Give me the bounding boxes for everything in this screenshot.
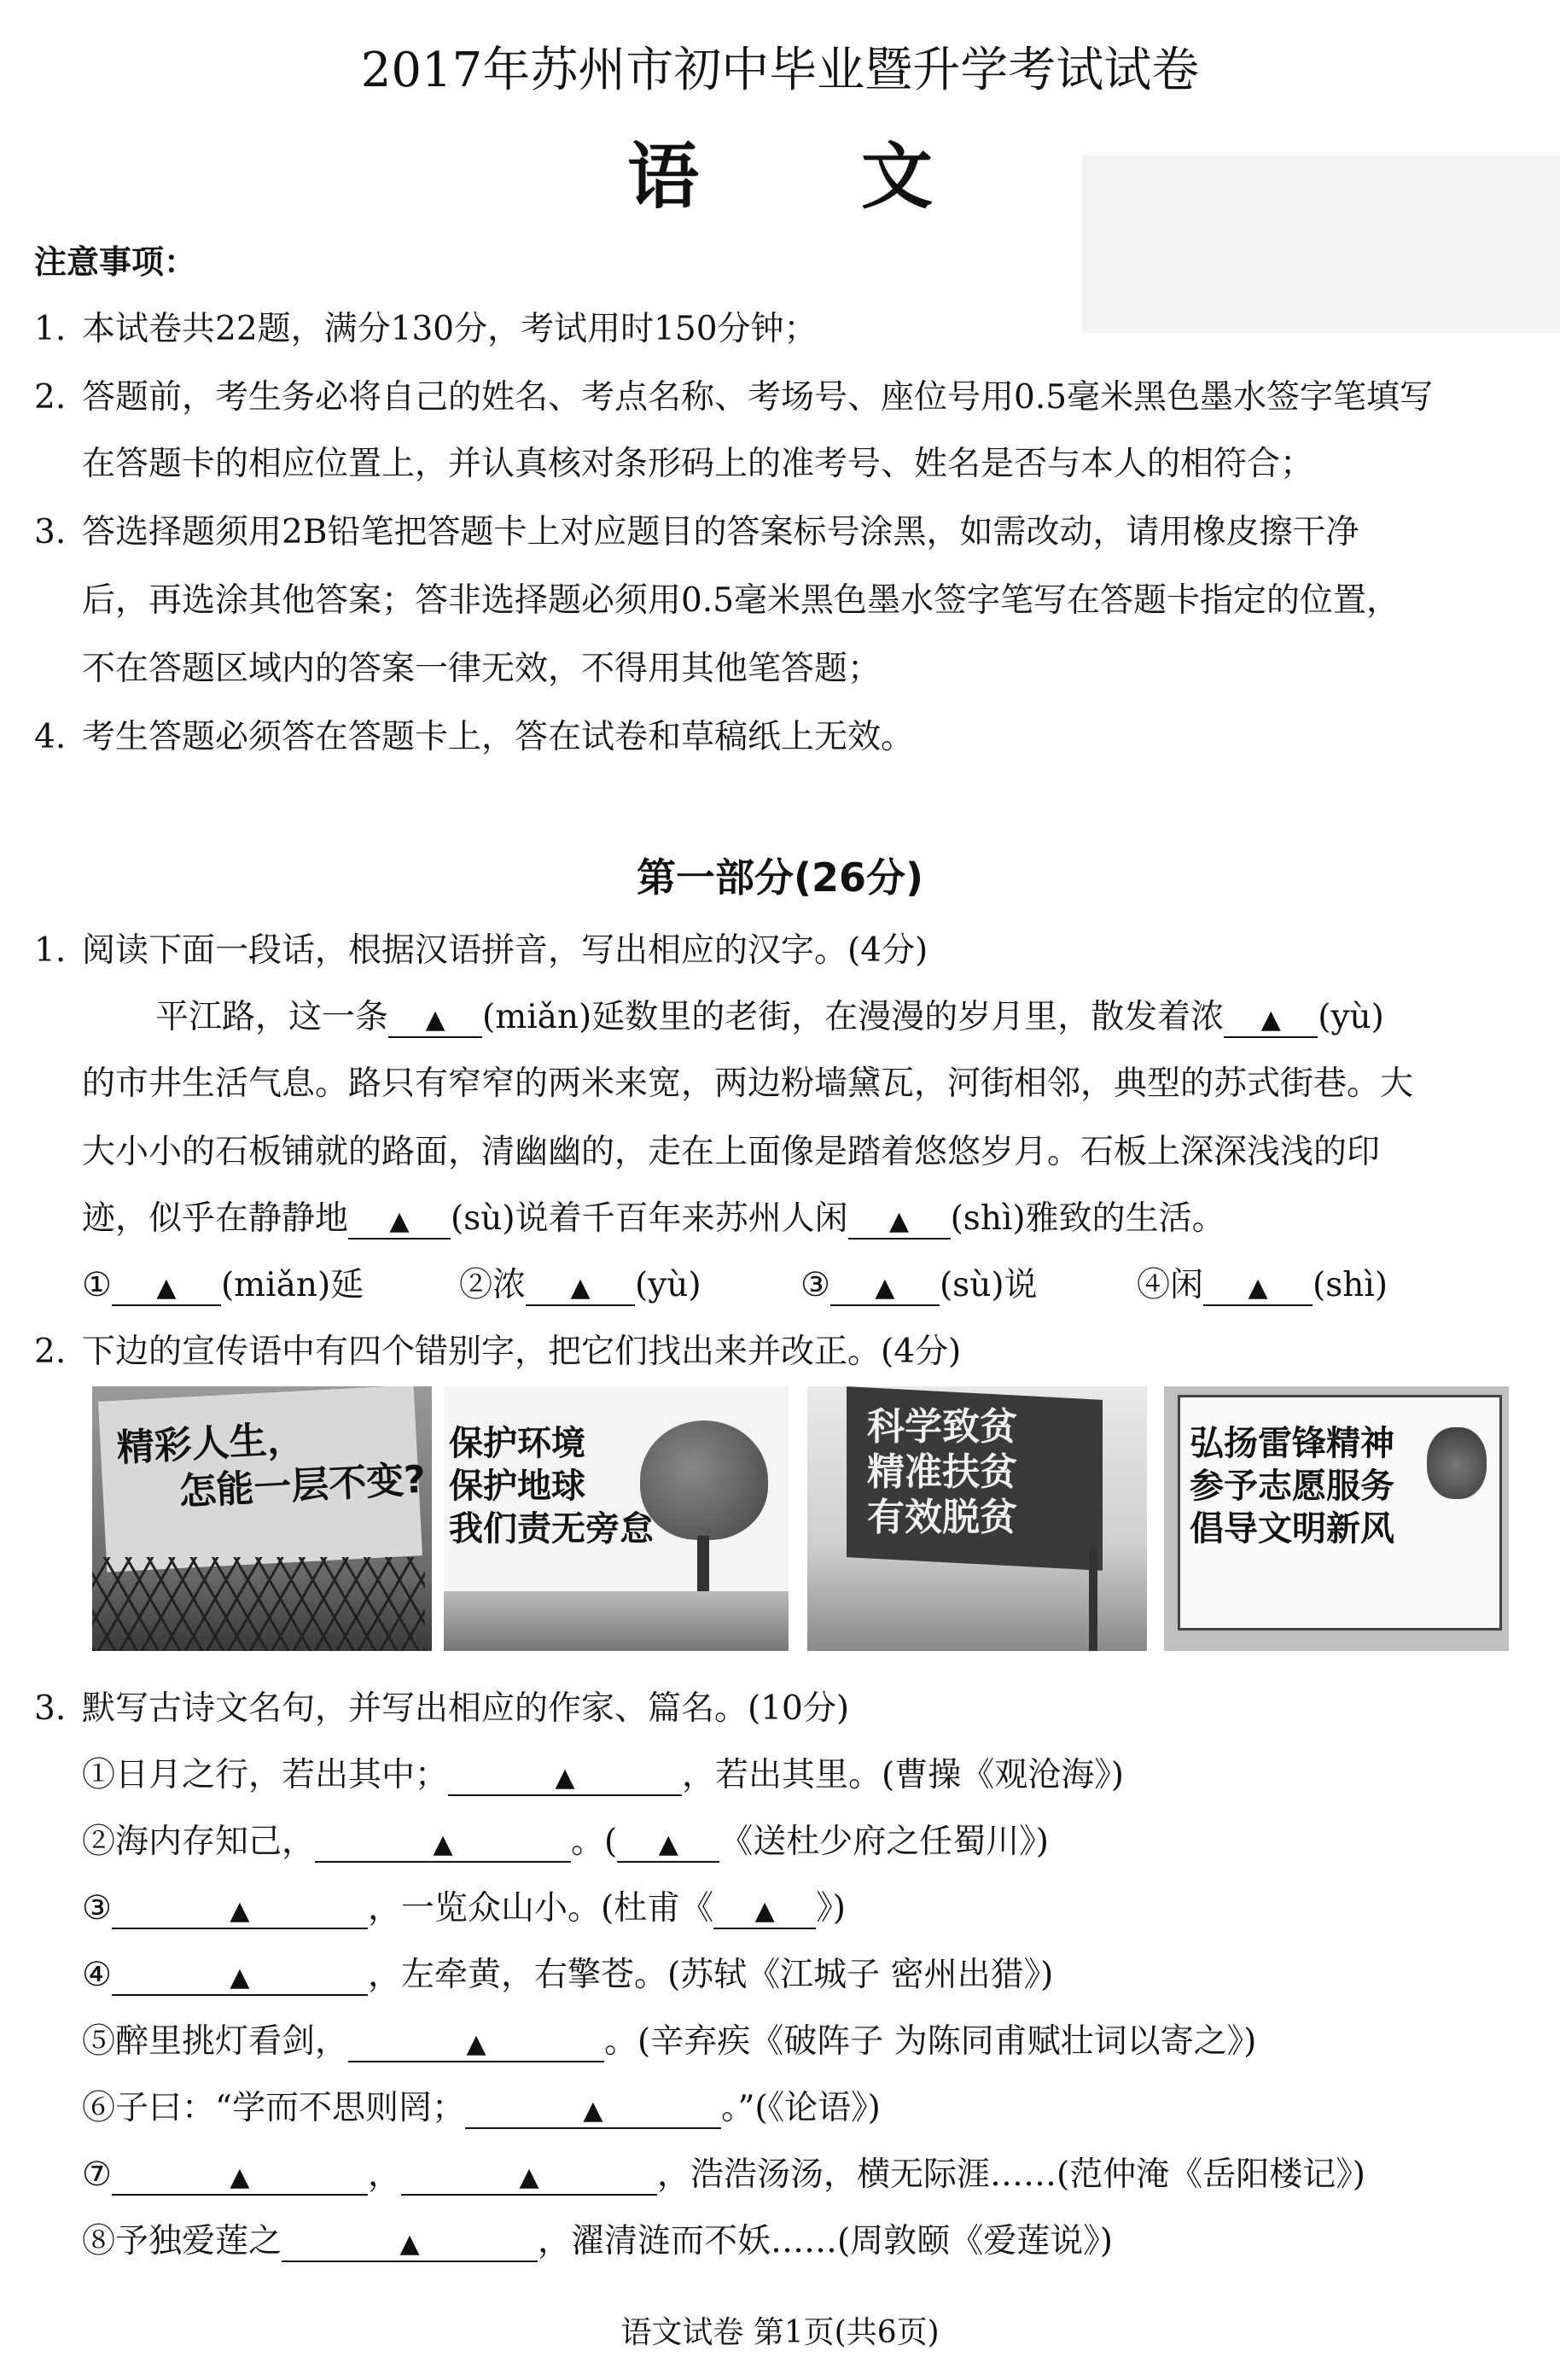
billboard-2-line-3: 我们责无旁怠	[449, 1509, 654, 1549]
notes-heading: 注意事项：	[34, 243, 197, 281]
billboard-3-line-3: 有效脱贫	[867, 1495, 1017, 1539]
note-2-cont: 在答题卡的相应位置上，并认真核对条形码上的准考号、姓名是否与本人的相符合；	[82, 445, 1314, 483]
note-3-cont-2: 不在答题区域内的答案一律无效，不得用其他笔答题；	[82, 650, 882, 688]
q3-line-1: ①日月之行，若出其中； ▲ ，若出其里。(曹操《观沧海》)	[82, 1756, 1124, 1794]
answer-blank[interactable]: ▲	[830, 1268, 940, 1306]
answer-blank[interactable]: ▲	[448, 1758, 682, 1796]
q3-line-7: ⑦ ▲ ， ▲ ，浩浩汤汤，横无际涯……(范仲淹《岳阳楼记》)	[82, 2155, 1365, 2194]
q3-line-3: ③ ▲ ，一览众山小。(杜甫《 ▲ 》)	[82, 1889, 846, 1928]
answer-blank[interactable]: ▲	[388, 1000, 482, 1038]
answer-blank[interactable]: ▲	[282, 2224, 538, 2262]
note-3-cont-1: 后，再选涂其他答案；答非选择题必须用0.5毫米黑色墨水签字笔写在答题卡指定的位置，	[82, 581, 1400, 620]
billboard-4-line-3: 倡导文明新风	[1190, 1509, 1394, 1549]
answer-blank[interactable]: ▲	[1224, 1000, 1318, 1038]
billboard-2-line-1: 保护环境	[449, 1424, 585, 1463]
exam-title: 2017年苏州市初中毕业暨升学考试试卷	[360, 43, 1200, 98]
q2-stem: 2. 下边的宣传语中有四个错别字，把它们找出来并改正。(4分)	[34, 1333, 962, 1371]
note-1: 1. 本试卷共22题，满分130分，考试用时150分钟；	[34, 310, 818, 348]
page-footer: 语文试卷 第1页(共6页)	[620, 2315, 940, 2350]
note-3: 3. 答选择题须用2B铅笔把答题卡上对应题目的答案标号涂黑，如需改动，请用橡皮擦干净	[34, 513, 1359, 551]
billboard-2-line-2: 保护地球	[449, 1467, 585, 1506]
answer-blank[interactable]: ▲	[315, 1824, 571, 1863]
billboard-1	[92, 1386, 432, 1651]
portrait-icon	[1427, 1427, 1487, 1499]
answer-blank[interactable]: ▲	[112, 1891, 368, 1929]
q3-line-2: ②海内存知己， ▲ 。( ▲ 《送杜少府之任蜀川》)	[82, 1823, 1049, 1861]
q3-line-4: ④ ▲ ，左牵黄，右擎苍。(苏轼《江城子 密州出猎》)	[82, 1956, 1054, 1994]
billboard-3-line-1: 科学致贫	[867, 1405, 1017, 1449]
note-2: 2. 答题前，考生务必将自己的姓名、考点名称、考场号、座位号用0.5毫米黑色墨水签字笔填写	[34, 378, 1434, 417]
billboard-2	[444, 1386, 789, 1651]
answer-blank[interactable]: ▲	[348, 2024, 604, 2062]
answer-blank[interactable]: ▲	[848, 1201, 951, 1240]
billboard-4-line-2: 参予志愿服务	[1190, 1467, 1394, 1506]
q1-stem: 1. 阅读下面一段话，根据汉语拼音，写出相应的汉字。(4分)	[34, 931, 928, 970]
answer-blank[interactable]: ▲	[526, 1268, 635, 1306]
answer-blank[interactable]: ▲	[401, 2157, 657, 2196]
q1-para-line-4: 迹，似乎在静静地 ▲ (sù)说着千百年来苏州人闲 ▲ (shì)雅致的生活。	[82, 1199, 1225, 1238]
answer-blank[interactable]: ▲	[112, 1268, 221, 1306]
q1-para-line-3: 大小小的石板铺就的路面，清幽幽的，走在上面像是踏着悠悠岁月。石板上深深浅浅的印	[82, 1133, 1381, 1171]
billboard-4-line-1: 弘扬雷锋精神	[1190, 1424, 1394, 1463]
billboard-3	[807, 1386, 1147, 1651]
q3-stem: 3. 默写古诗文名句，并写出相应的作家、篇名。(10分)	[34, 1689, 850, 1728]
answer-blank[interactable]: ▲	[112, 2157, 368, 2196]
answer-blank[interactable]: ▲	[465, 2091, 721, 2129]
subject-char-1: 语	[626, 134, 699, 219]
tree-icon	[640, 1420, 768, 1540]
q1-answer-4: ④闲 ▲ (shì)	[1137, 1266, 1388, 1304]
q3-line-5: ⑤醉里挑灯看剑， ▲ 。(辛弃疾《破阵子 为陈同甫赋壮词以寄之》)	[82, 2022, 1257, 2061]
answer-blank[interactable]: ▲	[112, 1957, 368, 1996]
q1-para-line-1: 平江路，这一条 ▲ (miǎn)延数里的老街，在漫漫的岁月里，散发着浓 ▲ (yù)	[155, 998, 1384, 1036]
q1-answer-3: ③ ▲ (sù)说	[800, 1266, 1038, 1304]
scan-patch	[1082, 155, 1560, 333]
note-4: 4. 考生答题必须答在答题卡上，答在试卷和草稿纸上无效。	[34, 718, 915, 756]
subject-char-2: 文	[861, 134, 934, 219]
q3-line-6: ⑥子曰：“学而不思则罔； ▲ 。”(《论语》)	[82, 2089, 881, 2127]
q3-line-8: ⑧予独爱莲之 ▲ ，濯清涟而不妖……(周敦颐《爱莲说》)	[82, 2222, 1113, 2260]
answer-blank[interactable]: ▲	[713, 1891, 816, 1929]
billboard-4	[1164, 1386, 1509, 1651]
q1-para-line-2: 的市井生活气息。路只有窄窄的两米来宽，两边粉墙黛瓦，河街相邻，典型的苏式街巷。大	[82, 1065, 1414, 1103]
answer-blank[interactable]: ▲	[348, 1201, 451, 1240]
section-title: 第一部分(26分)	[636, 855, 924, 901]
billboard-1-line-2: 怎能一层不变?	[178, 1457, 428, 1514]
q1-answer-2: ②浓 ▲ (yù)	[459, 1266, 701, 1304]
billboard-1-line-1: 精彩人生，	[115, 1416, 306, 1471]
answer-blank[interactable]: ▲	[1203, 1268, 1313, 1306]
billboard-3-line-2: 精准扶贫	[867, 1450, 1017, 1494]
q1-answer-1: ① ▲ (miǎn)延	[82, 1266, 364, 1304]
answer-blank[interactable]: ▲	[617, 1824, 719, 1863]
